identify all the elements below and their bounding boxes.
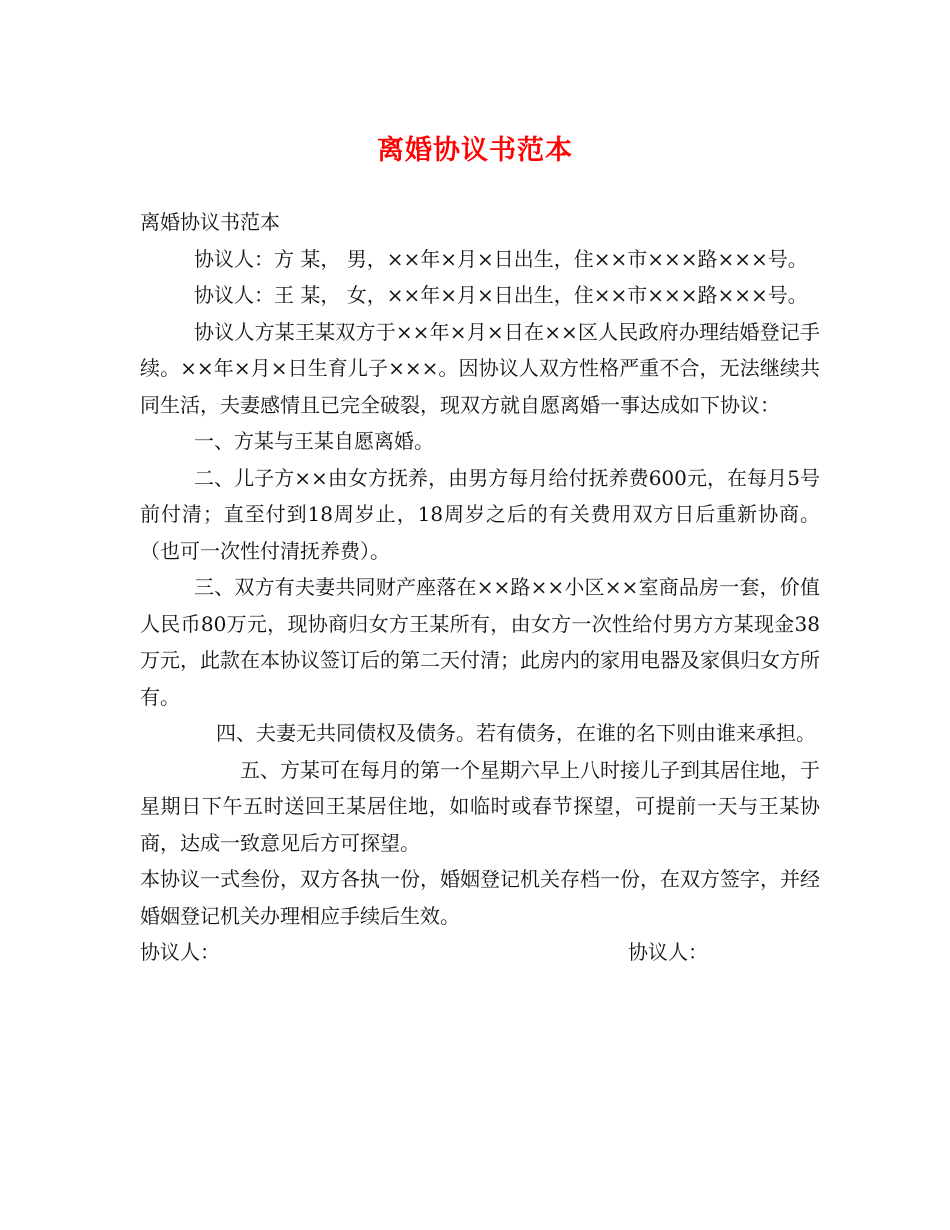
document-body — [140, 204, 820, 971]
clause-3-property: 三、双方有夫妻共同财产座落在××路××小区××室商品房一套，价值人民币80万元，现协商归女方王某所有，由女方一次性给付男方方某现金38万元，此款在本协议签订后的第二天付清；此房内的家用电器及家俱归女方所有。 — [140, 575, 820, 709]
clause-2-custody: 二、儿子方××由女方抚养，由男方每月给付抚养费600元，在每月5号前付清；直至付到18周岁止，18周岁之后的有关费用双方日后重新协商。（也可一次性付清抚养费）。 — [140, 465, 820, 563]
party-two-info: 协议人：王 某， 女，××年×月×日出生，住××市×××路×××号。 — [194, 283, 808, 307]
party-one-info: 协议人：方 某， 男，××年×月×日出生，住××市×××路×××号。 — [194, 246, 808, 271]
document-subtitle: 离婚协议书范本 — [140, 210, 280, 234]
signature-row — [140, 934, 820, 971]
clause-1-divorce: 一、方某与王某自愿离婚。 — [194, 429, 434, 453]
document-title: 离婚协议书范本 — [377, 135, 573, 166]
marriage-background: 协议人方某王某双方于××年×月×日在××区人民政府办理结婚登记手续。××年×月×日生育儿子×××。因协议人双方性格严重不合，无法继续共同生活，夫妻感情且已完全破裂，现双方就自愿离婚一事达成如下协议： — [140, 319, 820, 417]
signature-left-label: 协议人： — [140, 940, 220, 964]
clause-4-debts: 四、夫妻无共同债权及债务。若有债务，在谁的名下则由谁来承担。 — [216, 721, 816, 745]
closing-statement: 本协议一式叁份，双方各执一份，婚姻登记机关存档一份，在双方签字，并经婚姻登记机关办理相应手续后生效。 — [140, 867, 820, 928]
clause-5-visitation: 五、方某可在每月的第一个星期六早上八时接儿子到其居住地，于星期日下午五时送回王某居住地，如临时或春节探望，可提前一天与王某协商，达成一致意见后方可探望。 — [140, 757, 820, 855]
signature-right-label: 协议人： — [628, 940, 708, 964]
